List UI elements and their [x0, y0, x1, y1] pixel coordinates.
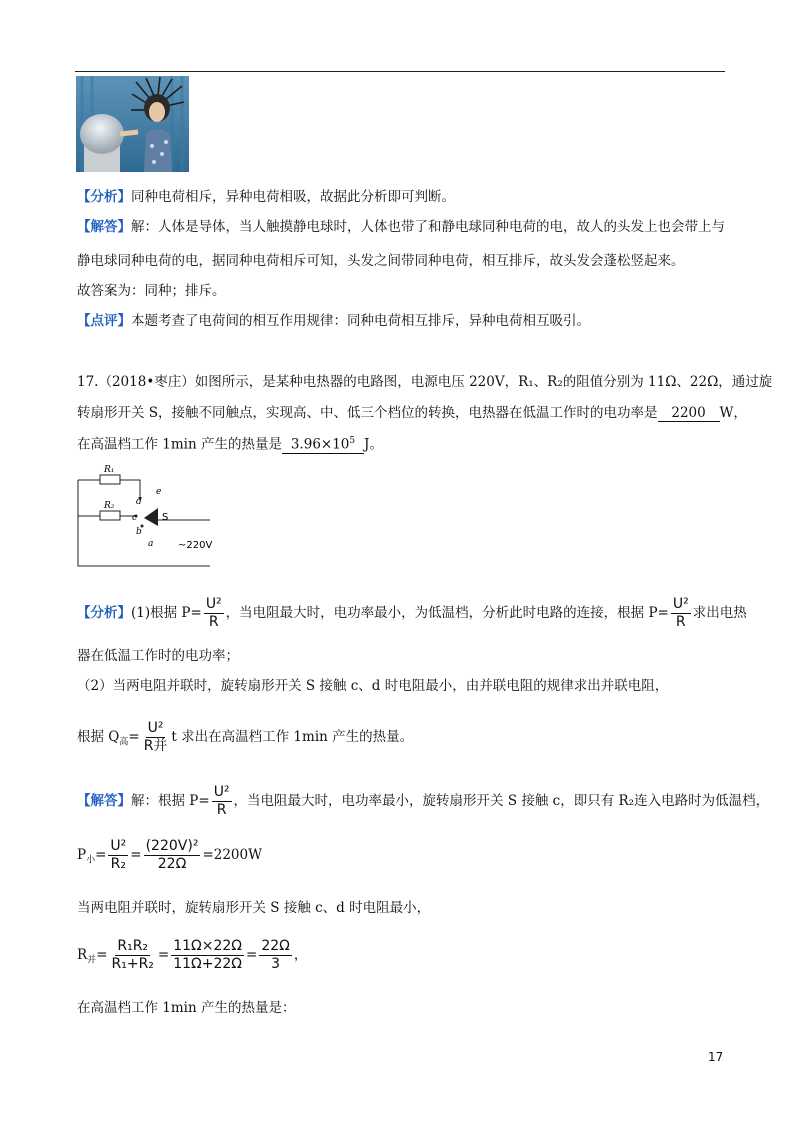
analysis-text: 根据 Q — [77, 729, 120, 745]
solution-1-line-2: 静电球同种电荷的电，据同种电荷相斥可知，头发之间带同种电荷，相互排斥，故头发会蓬松竖起来。 — [77, 253, 685, 269]
resistance-symbol: R — [77, 947, 88, 963]
numerator: (220V)² — [145, 838, 199, 854]
power-fraction — [108, 838, 128, 873]
contact-e-label: e — [156, 487, 162, 497]
denominator: 11Ω+22Ω — [173, 956, 242, 972]
circuit-diagram — [70, 462, 230, 574]
numerator: U² — [147, 720, 164, 736]
subscript-parallel: 并 — [87, 955, 97, 966]
solution-1-line-3: 故答案为：同种；排斥。 — [77, 283, 226, 299]
solution-1-line-1 — [77, 217, 727, 237]
power-formula-fraction — [204, 596, 224, 631]
equals-sign: = — [157, 947, 170, 963]
r2-label: R₂ — [104, 501, 115, 511]
denominator: R — [675, 614, 686, 630]
contact-d-label: d — [136, 497, 142, 507]
solution-2-resistance-equation — [77, 938, 727, 973]
analysis-text: ，当电阻最大时，电功率最小，为低温档，分析此时电路的连接，根据 P= — [225, 605, 669, 621]
question-text: 在高温档工作 1min 产生的热量是 — [77, 436, 282, 453]
answer-blank-2 — [282, 433, 364, 454]
contact-c-label: c — [132, 513, 138, 523]
solution-text: 解：根据 P= — [131, 793, 210, 809]
parallel-value-fraction — [171, 938, 244, 973]
equals-sign: = — [130, 847, 142, 863]
comment-1 — [77, 311, 727, 331]
comma: ， — [293, 947, 308, 963]
solution-tag: 【解答】 — [77, 219, 131, 235]
voltage-label: ~220V — [178, 540, 213, 551]
denominator: R₁+R₂ — [111, 956, 154, 972]
subscript-low: 小 — [86, 855, 96, 866]
numerator: R₁R₂ — [117, 938, 149, 954]
page-number: 17 — [708, 1050, 724, 1064]
analysis-1 — [77, 187, 727, 207]
power-symbol: P — [77, 847, 87, 863]
heat-formula-fraction — [142, 720, 170, 755]
header-rule — [75, 71, 725, 72]
comment-text: 本题考查了电荷间的相互作用规律：同种电荷相互排斥，异种电荷相互吸引。 — [131, 313, 590, 329]
denominator: 22Ω — [157, 856, 187, 872]
unit-w: W， — [719, 405, 747, 421]
power-result: =2200W — [202, 847, 262, 863]
denominator: R — [216, 802, 227, 818]
question-text: 转扇形开关 S，接触不同触点，实现高、中、低三个档位的转换，电热器在低温工作时的电功率是 — [77, 405, 658, 421]
solution-2-line-3: 当两电阻并联时，旋转扇形开关 S 接触 c、d 时电阻最小， — [77, 900, 431, 916]
answer-blank-1: 2200 — [658, 405, 720, 422]
numerator: 11Ω×22Ω — [173, 938, 242, 954]
parallel-result-fraction — [259, 938, 292, 973]
switch-s-label: S — [162, 512, 169, 523]
denominator: R — [208, 614, 219, 630]
equals-sign: = — [95, 847, 107, 863]
solution-text: ，当电阻最大时，电功率最小，旋转扇形开关 S 接触 c，即只有 R₂连入电路时为低温档， — [233, 793, 770, 809]
equals-sign: = — [128, 729, 140, 745]
static-ball-photo — [76, 76, 189, 172]
solution-2-line-5: 在高温档工作 1min 产生的热量是： — [77, 1000, 296, 1016]
question-17-line-3 — [77, 433, 727, 455]
solution-2-tag: 【解答】 — [77, 793, 131, 809]
numerator: U² — [213, 784, 230, 800]
r1-label: R₁ — [104, 465, 115, 475]
contact-b-label: b — [136, 527, 142, 537]
power-value-fraction — [144, 838, 201, 873]
unit-j: J。 — [364, 436, 383, 453]
analysis-text: 求出电热 — [692, 605, 747, 621]
power-formula-fraction — [212, 784, 232, 819]
solution-2-line-1 — [77, 784, 770, 819]
denominator: R₂ — [110, 856, 127, 872]
analysis-text: t 求出在高温档工作 1min 产生的热量。 — [171, 729, 414, 745]
question-17-line-1: 17.（2018•枣庄）如图所示，是某种电热器的电路图，电源电压 220V，R₁、R₂的阻值分别为 11Ω、22Ω，通过旋 — [77, 374, 773, 390]
parallel-formula-fraction — [110, 938, 156, 973]
numerator: U² — [672, 596, 689, 612]
numerator: 22Ω — [261, 938, 290, 954]
power-formula-fraction — [671, 596, 691, 631]
solution-text: 解：人体是导体，当人触摸静电球时，人体也带了和静电球同种电荷的电，故人的头发上也会带上与 — [131, 219, 725, 235]
contact-a-label: a — [148, 539, 154, 549]
answer-exponent: 5 — [349, 436, 356, 446]
analysis-2-line-1 — [77, 596, 747, 631]
subscript-high: 高 — [119, 737, 129, 748]
equals-sign: = — [96, 947, 108, 963]
analysis-2-line-4 — [77, 720, 727, 755]
question-17-line-2 — [77, 403, 747, 423]
solution-2-power-equation — [77, 838, 727, 873]
analysis-2-line-2: 器在低温工作时的电功率； — [77, 648, 239, 664]
analysis-2-tag: 【分析】 — [77, 605, 131, 621]
answer-mantissa: 3.96×10 — [290, 436, 350, 453]
analysis-2-line-3: （2）当两电阻并联时，旋转扇形开关 S 接触 c、d 时电阻最小，由并联电阻的规律求出并联电阻， — [77, 678, 669, 694]
denominator: R并 — [143, 738, 168, 754]
comment-tag: 【点评】 — [77, 313, 131, 329]
numerator: U² — [110, 838, 127, 854]
analysis-text: 同种电荷相斥，异种电荷相吸，故据此分析即可判断。 — [131, 189, 455, 205]
numerator: U² — [205, 596, 222, 612]
equals-sign: = — [246, 947, 258, 963]
analysis-tag: 【分析】 — [77, 189, 131, 205]
denominator: 3 — [271, 956, 281, 972]
analysis-text: (1)根据 P= — [131, 605, 202, 621]
